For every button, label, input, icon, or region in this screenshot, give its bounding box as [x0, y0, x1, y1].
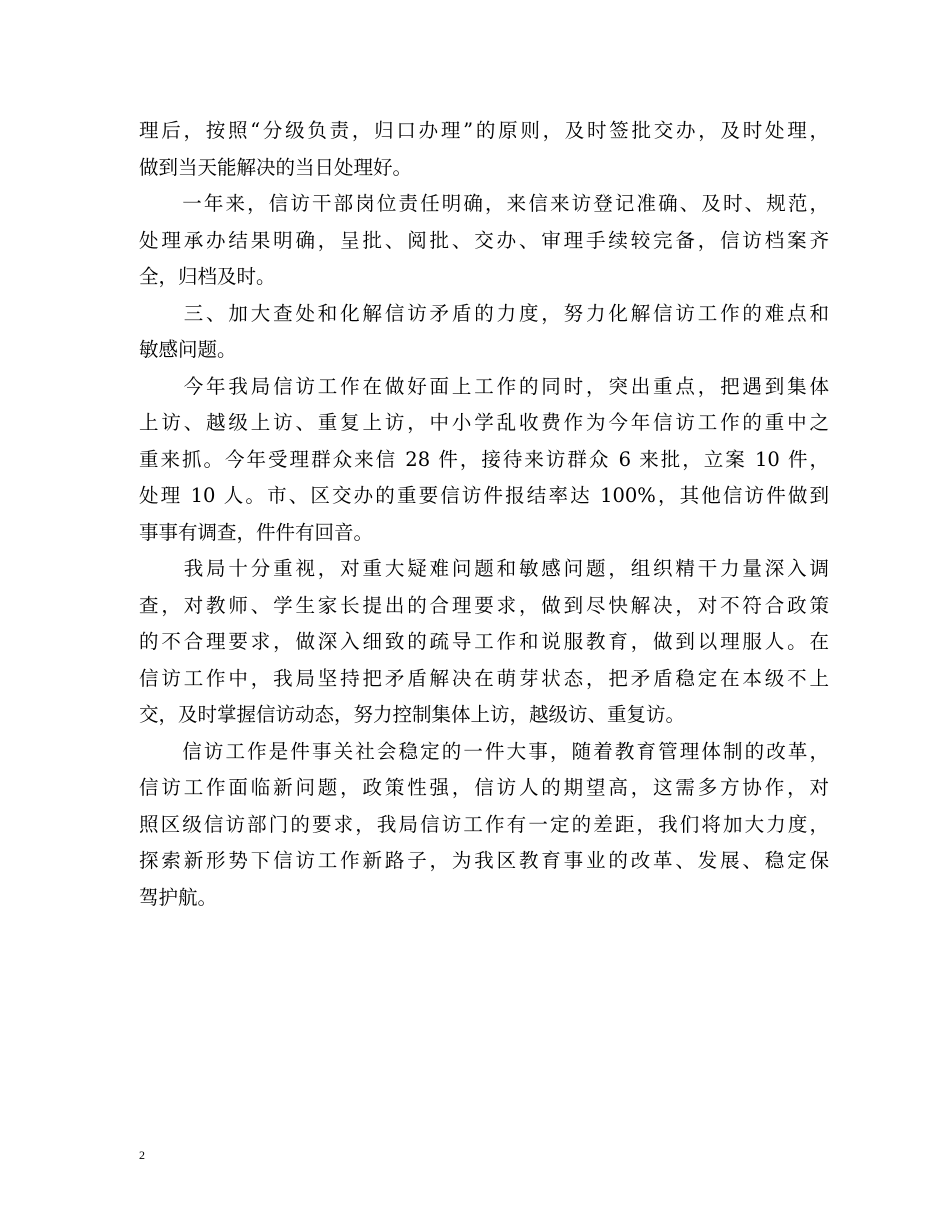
text-line: 驾护航。: [139, 885, 218, 909]
text-line: 三、加大查处和化解信访矛盾的力度，努力化解信访工作的难点和: [139, 301, 829, 325]
text-line: 照区级信访部门的要求，我局信访工作有一定的差距，我们将加大力度，: [139, 812, 829, 836]
text-line: 信访工作是件事关社会稳定的一件大事，随着教育管理体制的改革，: [139, 739, 829, 763]
text-line: 信访工作面临新问题，政策性强，信访人的期望高，这需多方协作，对: [139, 776, 829, 799]
text-line: 事事有调查，件件有回音。: [139, 520, 374, 544]
text-line: 敏感问题。: [139, 338, 237, 361]
text-line: 上访、越级上访、重复上访，中小学乱收费作为今年信访工作的重中之: [139, 411, 829, 434]
text-line: 理后，按照“分级负责，归口办理”的原则，及时签批交办，及时处理，: [139, 119, 829, 142]
text-line: 做到当天能解决的当日处理好。: [139, 155, 413, 179]
text-line: 今年我局信访工作在做好面上工作的同时，突出重点，把遇到集体: [139, 374, 829, 398]
text-line: 信访工作中，我局坚持把矛盾解决在萌芽状态，把矛盾稳定在本级不上: [139, 666, 829, 690]
page-number: 2: [139, 1148, 145, 1162]
text-line: 交，及时掌握信访动态，努力控制集体上访，越级访、重复访。: [139, 703, 686, 726]
text-line: 重来抓。今年受理群众来信 28 件，接待来访群众 6 来批，立案 10 件，: [139, 447, 829, 471]
text-line: 探索新形势下信访工作新路子，为我区教育事业的改革、发展、稳定保: [139, 849, 829, 872]
document-body: [139, 113, 829, 916]
text-line: 处理承办结果明确，呈批、阅批、交办、审理手续较完备，信访档案齐: [139, 228, 829, 252]
text-line: 处理 10 人。市、区交办的重要信访件报结率达 100%，其他信访件做到: [139, 484, 829, 507]
text-line: 一年来，信访干部岗位责任明确，来信来访登记准确、及时、规范，: [139, 192, 829, 215]
text-line: 我局十分重视，对重大疑难问题和敏感问题，组织精干力量深入调: [139, 557, 829, 580]
text-line: 的不合理要求，做深入细致的疏导工作和说服教育，做到以理服人。在: [139, 630, 829, 653]
text-line: 查，对教师、学生家长提出的合理要求，做到尽快解决，对不符合政策: [139, 593, 829, 617]
text-line: 全，归档及时。: [139, 265, 276, 288]
